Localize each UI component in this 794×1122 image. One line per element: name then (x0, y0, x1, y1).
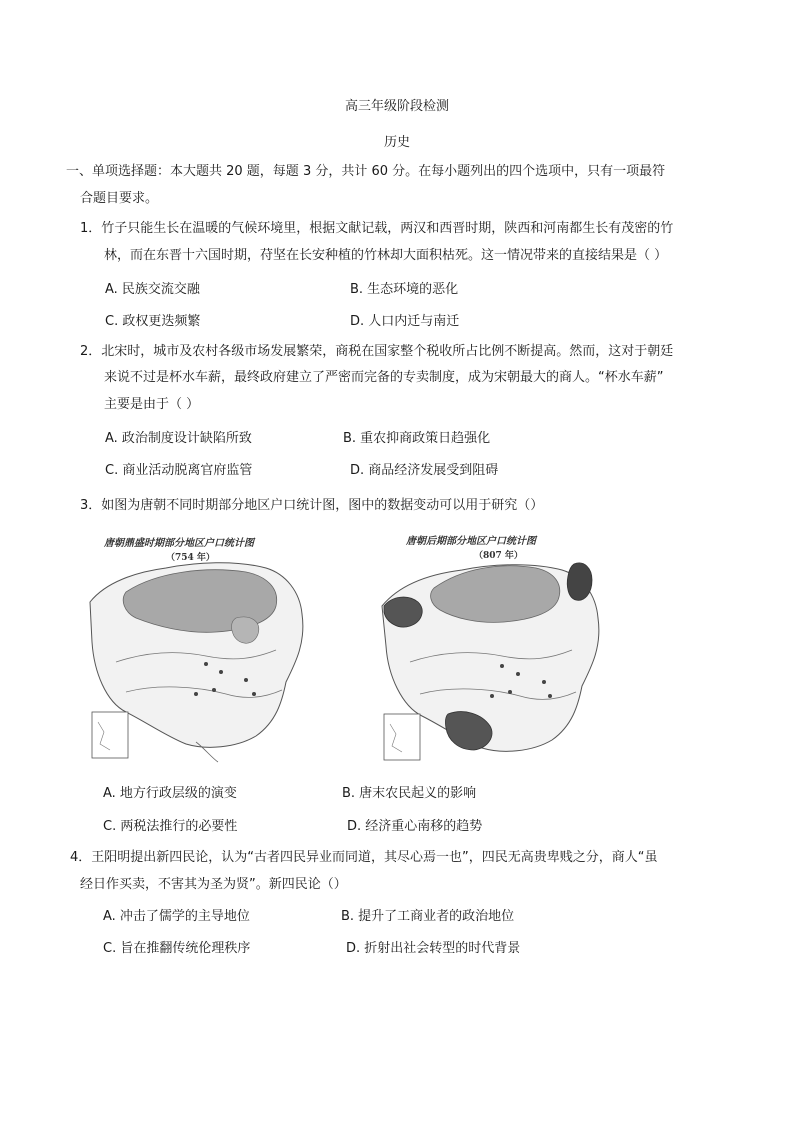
q1-stem-line1: 1．竹子只能生长在温暖的气候环境里，根据文献记载，两汉和西晋时期，陕西和河南都生长有茂密的竹 (80, 221, 674, 236)
q2-stem-line2: 来说不过是杯水车薪，最终政府建立了严密而完备的专卖制度，成为宋朝最大的商人。“杯水车薪” (104, 370, 664, 385)
q1-stem-line2: 林，而在东晋十六国时期，苻坚在长安种植的竹林却大面积枯死。这一情况带来的直接结果是（ ） (104, 248, 668, 263)
map2-title: 唐朝后期部分地区户口统计图 (406, 536, 536, 547)
map1-year: （754 年） (166, 553, 215, 563)
q4-option-b[interactable]: B. 提升了工商业者的政治地位 (341, 909, 515, 924)
q3-option-a[interactable]: A. 地方行政层级的演变 (103, 786, 237, 801)
map1-title: 唐朝鼎盛时期部分地区户口统计图 (104, 538, 254, 549)
q1-option-a[interactable]: A. 民族交流交融 (105, 282, 200, 297)
q2-stem-line1: 2．北宋时，城市及农村各级市场发展繁荣，商税在国家整个税收所占比例不断提高。然而，这对于朝廷 (80, 344, 674, 359)
map-tang-754 (86, 522, 312, 764)
q4-option-a[interactable]: A. 冲击了儒学的主导地位 (103, 909, 250, 924)
q1-option-b[interactable]: B. 生态环境的恶化 (350, 282, 459, 297)
q2-option-a[interactable]: A. 政治制度设计缺陷所致 (105, 431, 252, 446)
q2-option-d[interactable]: D. 商品经济发展受到阻碍 (350, 463, 499, 478)
section-instruction-line2: 合题目要求。 (80, 191, 159, 206)
q4-stem-line2: 经日作买卖，不害其为圣为贤”。新四民论（） (80, 877, 347, 892)
section-instruction-line1: 一、单项选择题：本大题共 20 题，每题 3 分，共计 60 分。在每小题列出的四个选项中，只有一项最符 (66, 164, 666, 179)
map-tang-807 (378, 522, 612, 766)
subject-title: 历史 (383, 135, 410, 150)
q4-option-c[interactable]: C. 旨在推翻传统伦理秩序 (103, 941, 251, 956)
q4-stem-line1: 4．王阳明提出新四民论，认为“古者四民异业而同道，其尽心焉一也”，四民无高贵卑贱之分，商人“虽 (70, 850, 658, 865)
q2-stem-line3: 主要是由于（ ） (104, 397, 200, 412)
q2-option-c[interactable]: C. 商业活动脱离官府监管 (105, 463, 253, 478)
q1-option-c[interactable]: C. 政权更迭频繁 (105, 314, 201, 329)
q1-option-d[interactable]: D. 人口内迁与南迁 (350, 314, 460, 329)
q3-stem-line1: 3．如图为唐朝不同时期部分地区户口统计图，图中的数据变动可以用于研究（） (80, 498, 544, 513)
q3-option-b[interactable]: B. 唐末农民起义的影响 (342, 786, 477, 801)
map2-year: （807 年） (474, 551, 523, 561)
map1-drawing (86, 522, 312, 764)
q3-option-c[interactable]: C. 两税法推行的必要性 (103, 819, 238, 834)
exam-title: 高三年级阶段检测 (344, 99, 449, 114)
q3-option-d[interactable]: D. 经济重心南移的趋势 (347, 819, 483, 834)
q2-option-b[interactable]: B. 重农抑商政策日趋强化 (343, 431, 491, 446)
q4-option-d[interactable]: D. 折射出社会转型的时代背景 (346, 941, 521, 956)
map2-drawing (378, 522, 612, 766)
